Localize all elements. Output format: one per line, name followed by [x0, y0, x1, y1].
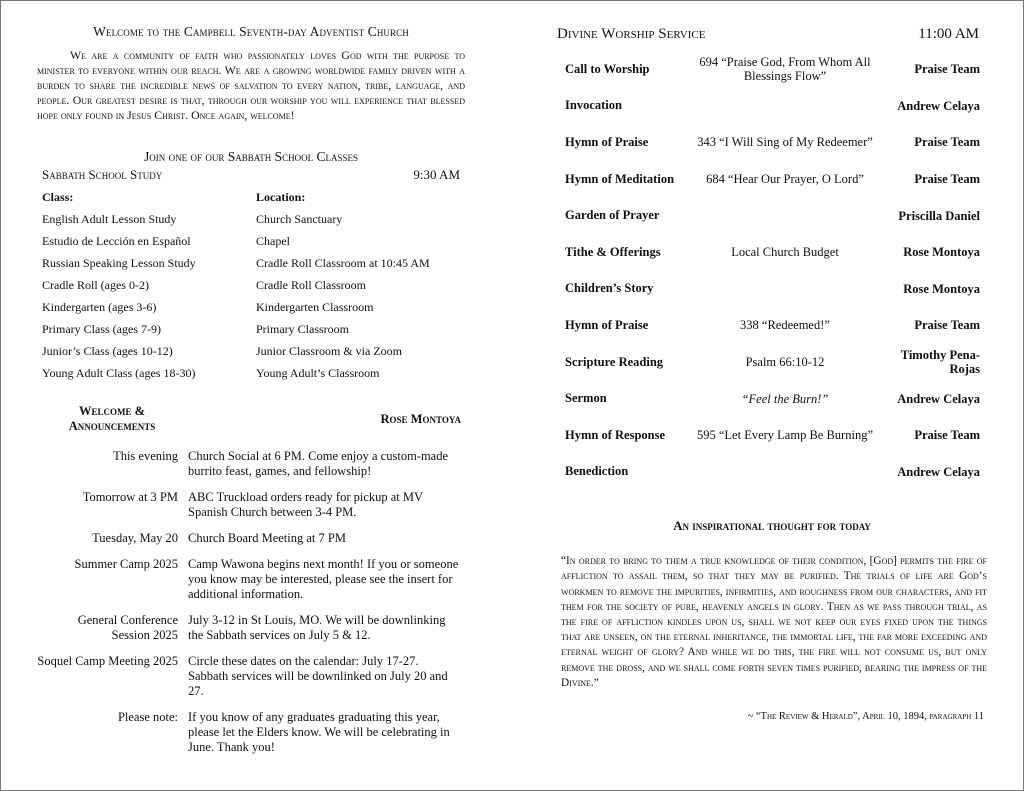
class-row: [42, 208, 465, 230]
service-part: Scripture Reading: [565, 354, 664, 369]
service-leader: Rose Montoya: [903, 245, 980, 260]
service-leader: Praise Team: [914, 62, 980, 77]
service-leader: Rose Montoya: [903, 281, 980, 296]
service-part: Tithe & Offerings: [565, 244, 661, 259]
service-part: Invocation: [565, 98, 622, 113]
service-item: [557, 417, 987, 454]
service-item: [557, 344, 987, 381]
service-part: Call to Worship: [565, 61, 650, 76]
service-detail: 694 “Praise God, From Whom All Blessings Flow”: [699, 55, 871, 84]
service-header: [557, 26, 987, 43]
announcement-text: Camp Wawona begins next month! If you or someone you know may be interested, please see the insert for additional information.: [188, 557, 459, 601]
announcements-title-line: Welcome &: [78, 404, 146, 418]
announcements-header: [37, 404, 465, 434]
service-leader: Praise Team: [914, 172, 980, 187]
announcements-title-line: Announcements: [68, 419, 156, 433]
welcome-text: We are a community of faith who passionately loves God with the purpose to minister to everyone within our reach. We are a growing worldwide family driven with a burden to share the incredible news of salvation to every nation, tribe, language, and people. Our greatest desire is that, through our worship you will experience that blessed hope only found in Jesus Christ. Once again, welcome!: [37, 48, 465, 122]
service-part: Hymn of Praise: [565, 134, 649, 149]
announcement-when: Soquel Camp Meeting 2025: [37, 654, 178, 668]
service-item: [557, 271, 987, 308]
service-title: Divine Worship Service: [557, 26, 706, 42]
class-row: [42, 230, 465, 252]
announcement-text: Church Social at 6 PM. Come enjoy a custom-made burrito feast, games, and fellowship!: [188, 449, 449, 478]
class-location: Young Adult’s Classroom: [256, 365, 380, 380]
service-detail: 684 “Hear Our Prayer, O Lord”: [706, 172, 864, 187]
service-time: 11:00 AM: [918, 26, 979, 42]
inspiration-source: ~ “The Review & Herald”, April 10, 1894, paragraph 11: [747, 710, 984, 722]
service-leader: Andrew Celaya: [897, 391, 980, 406]
service-leader: Priscilla Daniel: [898, 208, 980, 223]
class-column-header: Class:: [42, 189, 74, 204]
left-column: [37, 24, 465, 766]
service-item: [557, 307, 987, 344]
class-row: [42, 318, 465, 340]
class-name: Young Adult Class (ages 18-30): [42, 365, 196, 380]
service-part: Garden of Prayer: [565, 208, 660, 223]
announcement-item: [37, 710, 465, 755]
class-name: Cradle Roll (ages 0-2): [42, 277, 149, 292]
service-order: [557, 51, 987, 490]
class-name: English Adult Lesson Study: [42, 211, 177, 226]
class-row: [42, 252, 465, 274]
service-leader: Timothy Pena-Rojas: [900, 348, 980, 377]
sabbath-school-header: [37, 167, 465, 183]
service-item: [557, 51, 987, 88]
class-name: Primary Class (ages 7-9): [42, 321, 161, 336]
service-part: Sermon: [565, 391, 607, 406]
class-location: Kindergarten Classroom: [256, 299, 374, 314]
service-detail: 343 “I Will Sing of My Redeemer”: [697, 135, 873, 150]
service-detail: 338 “Redeemed!”: [740, 318, 830, 333]
class-row: [42, 340, 465, 362]
service-item: [557, 234, 987, 271]
welcome-title: Welcome to the Campbell Seventh-day Adventist Church: [93, 24, 409, 39]
service-item: [557, 380, 987, 417]
announcement-item: [37, 613, 465, 643]
class-location: Junior Classroom & via Zoom: [256, 343, 402, 358]
class-list-header: [42, 186, 465, 208]
announcement-text: Church Board Meeting at 7 PM: [188, 531, 346, 545]
announcements-title: [37, 404, 187, 434]
location-column-header: Location:: [256, 189, 306, 204]
class-row: [42, 296, 465, 318]
announcement-text: July 3-12 in St Louis, MO. We will be downlinking the Sabbath services on July 5 & 12.: [188, 613, 446, 642]
announcement-when: General Conference Session 2025: [77, 613, 178, 642]
announcement-when: Summer Camp 2025: [74, 557, 178, 571]
class-location: Cradle Roll Classroom at 10:45 AM: [256, 255, 430, 270]
announcement-when: Tomorrow at 3 PM: [82, 490, 178, 504]
announcement-item: [37, 490, 465, 520]
announcements-presenter: Rose Montoya: [380, 412, 461, 426]
announcement-when: This evening: [113, 449, 178, 463]
inspiration-title: An inspirational thought for today: [673, 518, 871, 534]
announcement-item: [37, 557, 465, 602]
service-part: Children’s Story: [565, 281, 654, 296]
sermon-title: “Feel the Burn!”: [741, 391, 829, 406]
class-name: Estudio de Lección en Español: [42, 233, 191, 248]
class-location: Primary Classroom: [256, 321, 349, 336]
right-column: [557, 26, 987, 722]
service-detail: 595 “Let Every Lamp Be Burning”: [697, 428, 873, 443]
announcement-when: Tuesday, May 20: [92, 531, 178, 545]
announcement-item: [37, 654, 465, 699]
service-leader: Praise Team: [914, 318, 980, 333]
class-row: [42, 362, 465, 384]
service-part: Hymn of Response: [565, 427, 666, 442]
service-detail: Psalm 66:10-12: [745, 355, 825, 370]
service-leader: Andrew Celaya: [897, 464, 980, 479]
service-item: [557, 454, 987, 491]
service-item: [557, 124, 987, 161]
service-item: [557, 161, 987, 198]
class-name: Russian Speaking Lesson Study: [42, 255, 196, 270]
class-location: Church Sanctuary: [256, 211, 343, 226]
class-list: [42, 186, 465, 384]
service-part: Hymn of Meditation: [565, 171, 675, 186]
service-leader: Praise Team: [914, 428, 980, 443]
service-detail: Local Church Budget: [731, 245, 839, 260]
class-name: Junior’s Class (ages 10-12): [42, 343, 173, 358]
class-name: Kindergarten (ages 3-6): [42, 299, 157, 314]
announcement-text: ABC Truckload orders ready for pickup at MV Spanish Church between 3-4 PM.: [188, 490, 423, 519]
announcement-text: If you know of any graduates graduating this year, please let the Elders know. We will be celebrating in June. Thank you!: [188, 710, 450, 754]
announcement-text: Circle these dates on the calendar: July 17-27. Sabbath services will be downlinked on July 20 and 27.: [188, 654, 448, 698]
sabbath-school-time: 9:30 AM: [413, 167, 460, 182]
class-row: [42, 274, 465, 296]
announcement-item: [37, 449, 465, 479]
inspiration-quote: “In order to bring to them a true knowledge of their condition, [God] permits the fire of affliction to assail them, so that they may be purified. The trials of life are God’s workmen to remove the impurities, infirmities, and roughness from our characters, and fit them for the society of pure, heavenly angels in glory. Then as we pass through trial, as the fire of affliction kindles upon us, shall we not keep our eyes fixed upon the things that are unseen, on the eternal inheritance, the immortal life, the far more exceeding and eternal weight of glory? And while we do this, the fire will not consume us, but only remove the dross, and we shall come forth seven times purified, bearing the impress of the Divine.”: [561, 555, 987, 689]
sabbath-school-label: Sabbath School Study: [42, 167, 163, 182]
service-part: Benediction: [565, 464, 629, 479]
service-item: [557, 88, 987, 125]
service-part: Hymn of Praise: [565, 317, 649, 332]
service-item: [557, 197, 987, 234]
announcement-item: [37, 531, 465, 546]
class-location: Cradle Roll Classroom: [256, 277, 366, 292]
announcement-when: Please note:: [117, 710, 178, 724]
announcement-list: [37, 449, 465, 755]
service-leader: Praise Team: [914, 135, 980, 150]
class-location: Chapel: [256, 233, 290, 248]
sabbath-school-title: Join one of our Sabbath School Classes: [143, 149, 359, 164]
service-leader: Andrew Celaya: [897, 98, 980, 113]
